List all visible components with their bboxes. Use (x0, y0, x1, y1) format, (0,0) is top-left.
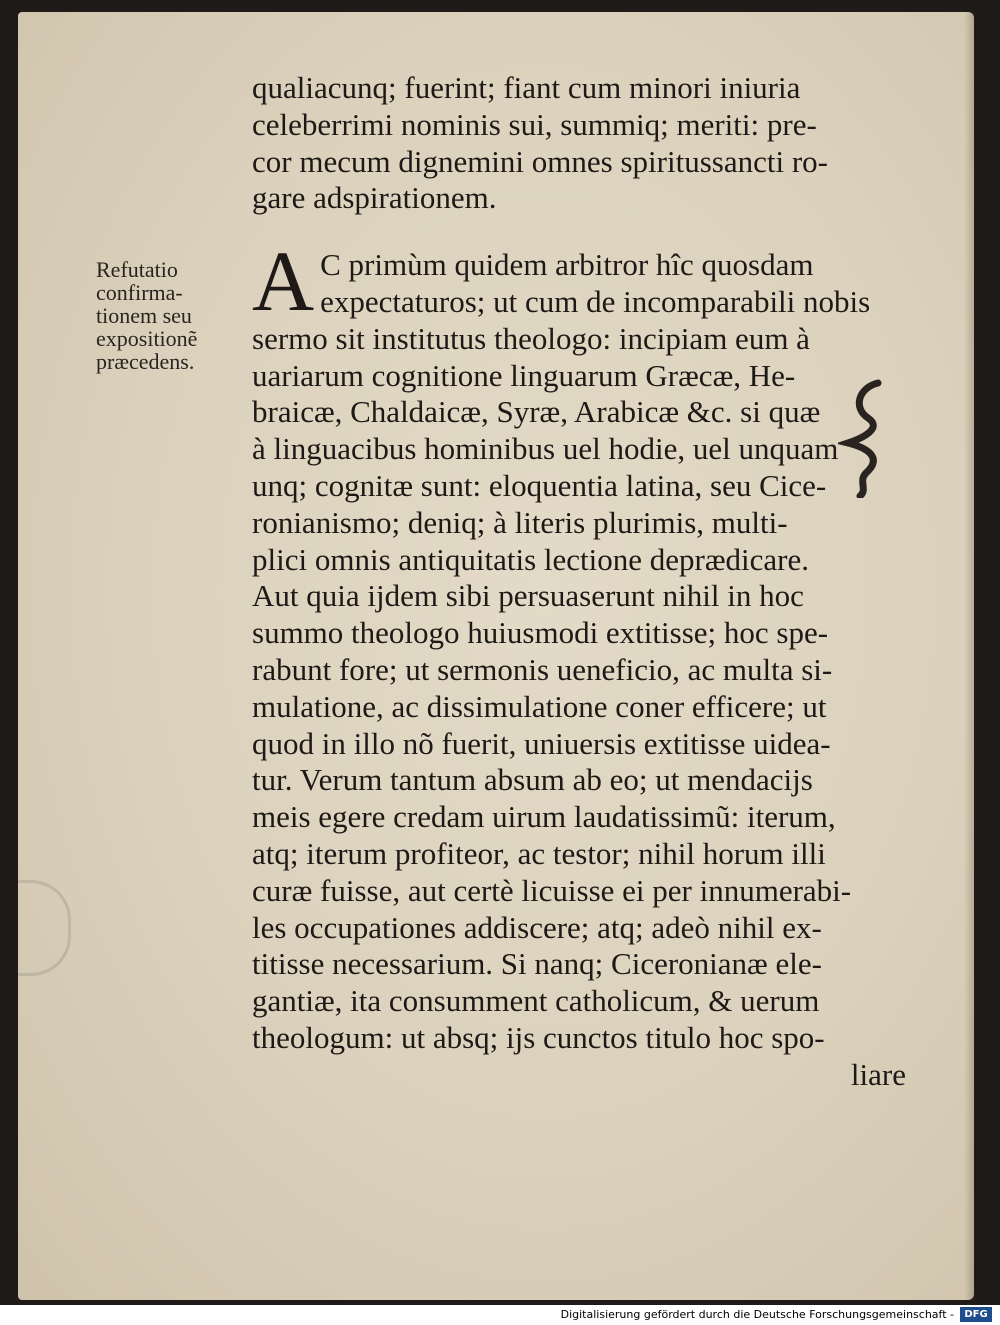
text-line: à linguacibus hominibus uel hodie, uel unquam (252, 431, 839, 467)
text-line: quod in illo nõ fuerit, uniuersis extitisse uidea- (252, 725, 831, 761)
marginal-note-line: tionem seu (96, 303, 192, 328)
main-text-block (252, 70, 912, 1094)
text-line: rabunt fore; ut sermonis ueneficio, ac multa si- (252, 651, 833, 687)
text-line: curæ fuisse, aut certè licuisse ei per innumerabi- (252, 872, 852, 908)
marginal-note-line: expositionẽ (96, 326, 198, 351)
text-line: C primùm quidem arbitror hîc quosdam (320, 247, 814, 283)
text-line: unq; cognitæ sunt: eloquentia latina, seu Cice- (252, 467, 827, 503)
marginal-note-line: confirma- (96, 280, 183, 305)
footer-credit-text: Digitalisierung gefördert durch die Deutsche Forschungsgemeinschaft - (560, 1308, 954, 1321)
text-line: mulatione, ac dissimulatione coner efficere; ut (252, 688, 827, 724)
text-line: uariarum cognitione linguarum Græcæ, He- (252, 357, 796, 393)
text-line: ronianismo; deniq; à literis plurimis, multi- (252, 504, 788, 540)
text-line: expectaturos; ut cum de incomparabili nobis (320, 283, 871, 319)
text-line: summo theologo huiusmodi extitisse; hoc spe- (252, 615, 829, 651)
text-line: qualiacunq; fuerint; fiant cum minori iniuria (252, 70, 801, 105)
catchword: liare (850, 1056, 906, 1092)
page-edge-shadow (964, 12, 974, 1300)
text-line: atq; iterum profiteor, ac testor; nihil horum illi (252, 835, 826, 871)
paragraph-2 (252, 233, 912, 1057)
paragraph-1 (252, 70, 912, 217)
text-line: plici omnis antiquitatis lectione deprædicare. (252, 541, 809, 577)
text-line: gare adspirationem. (252, 180, 497, 216)
text-line: cor mecum dignemini omnes spiritussancti ro- (252, 143, 828, 179)
ink-squiggle-mark (838, 378, 898, 498)
dfg-logo: DFG (960, 1307, 992, 1322)
text-line: Aut quia ijdem sibi persuaserunt nihil in hoc (252, 578, 804, 614)
text-line: meis egere credam uirum laudatissimũ: iterum, (252, 799, 836, 835)
text-line: titisse necessarium. Si nanq; Ciceronianæ ele- (252, 946, 822, 982)
digitization-footer (0, 1305, 1000, 1325)
marginal-note (96, 258, 246, 373)
text-line: braicæ, Chaldaicæ, Syræ, Arabicæ &c. si quæ (252, 394, 821, 430)
marginal-note-line: Refutatio (96, 257, 178, 282)
text-line: celeberrimi nominis sui, summiq; meriti: pre- (252, 106, 817, 142)
marginal-note-line: præcedens. (96, 349, 195, 374)
text-line: theologum: ut absq; ijs cunctos titulo hoc spo- (252, 1019, 825, 1055)
text-line: tur. Verum tantum absum ab eo; ut mendacijs (252, 762, 813, 798)
drop-capital: A (252, 233, 315, 330)
text-line: les occupationes addiscere; atq; adeò nihil ex- (252, 909, 822, 945)
text-line: gantiæ, ita consumment catholicum, & uerum (252, 983, 820, 1019)
text-line: sermo sit institutus theologo: incipiam eum à (252, 320, 810, 356)
